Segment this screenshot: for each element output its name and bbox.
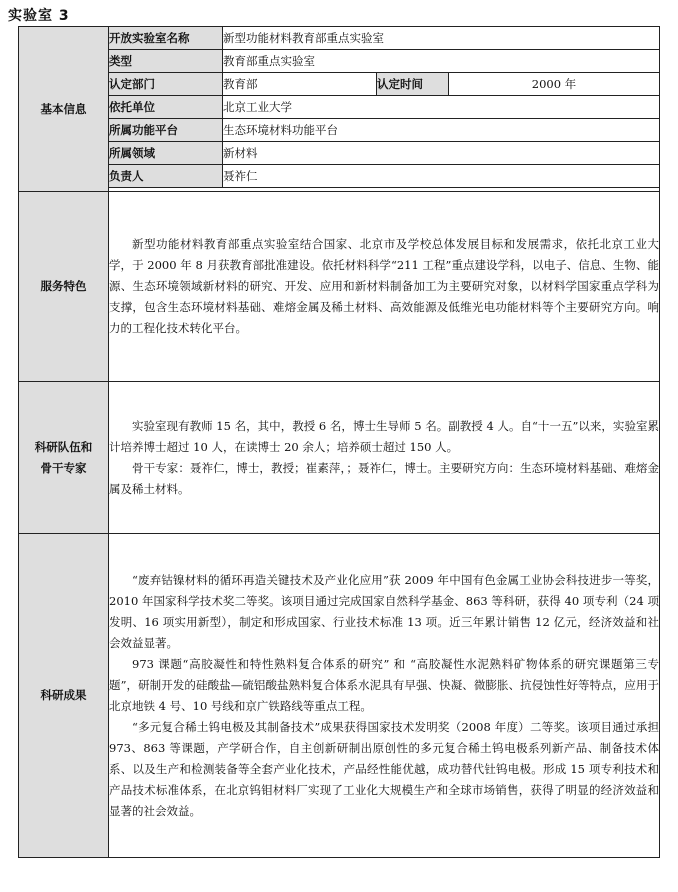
section-service: 服务特色 — [19, 192, 109, 382]
team-paragraph: 骨干专家：聂祚仁，博士，教授；崔素萍，；聂祚仁，博士。主要研究方向：生态环境材料基础、难熔金属及稀土材料。 — [109, 460, 659, 496]
value-time: 2000 年 — [449, 73, 660, 96]
results-paragraph: “多元复合稀土钨电极及其制备技术”成果获得国家技术发明奖（2008 年度）二等奖。该项目通过承担 973、863 等课题，产学研合作，自主创新研制出原创性的多元复合稀土钨电极系列新产品、制备技术体系、以及生产和检测装备等全套产业化技术，产品经性能优越，成功替代钍钨电极。形成 15 项专利技术和产品技术标准体系，在北京钨钼材料厂实现了工业化大规模生产和全球市场销售，获得了明显的经济效益和显著的社会效益。 — [109, 719, 659, 818]
label-time: 认定时间 — [377, 73, 449, 96]
section-team-line1: 科研队伍和 — [34, 439, 93, 454]
section-basic-info: 基本信息 — [19, 27, 109, 192]
value-dept: 教育部 — [223, 73, 377, 96]
page-title: 实验室 3 — [8, 8, 70, 24]
value-field: 新材料 — [223, 142, 660, 165]
section-team-line2: 骨干专家 — [40, 460, 87, 475]
service-paragraph: 新型功能材料教育部重点实验室结合国家、北京市及学校总体发展目标和发展需求，依托北京工业大学，于 2000 年 8 月获教育部批准建设。依托材料科学“211 工程”重点建设学科，以电子、信息、生物、能源、生态环境领域新材料的研究、开发、应用和新材料制备加工为主要研究对象，以材料学国家重点学科为支撑，包含生态环境材料基础、难熔金属及稀土材料、高效能源及低维光电功能材料等个主要研究方向。响力的工程化技术转化平台。 — [109, 237, 659, 335]
label-field: 所属领域 — [109, 142, 223, 165]
value-platform: 生态环境材料功能平台 — [223, 119, 660, 142]
value-leader: 聂祚仁 — [223, 165, 660, 188]
team-paragraph: 实验室现有教师 15 名，其中，教授 6 名，博士生导师 5 名。副教授 4 人。自“十一五”以来，实验室累计培养博士超过 10 人，在读博士 20 余人；培养硕士超过 150 人。 — [109, 418, 659, 454]
label-type: 类型 — [109, 50, 223, 73]
label-lab-name: 开放实验室名称 — [109, 27, 223, 50]
value-unit: 北京工业大学 — [223, 96, 660, 119]
results-paragraph: 973 课题“高胶凝性和特性熟料复合体系的研究” 和 “高胶凝性水泥熟料矿物体系的研究课题第三专题”，研制开发的硅酸盐—硫铝酸盐熟料复合体系水泥具有早强、快凝、微膨胀、抗侵蚀性好等特点，应用于北京地铁 4 号、10 号线和京广铁路线等重点工程。 — [109, 656, 659, 713]
label-platform: 所属功能平台 — [109, 119, 223, 142]
label-dept: 认定部门 — [109, 73, 223, 96]
section-team — [19, 382, 109, 534]
service-content — [109, 192, 660, 382]
label-leader: 负责人 — [109, 165, 223, 188]
value-type: 教育部重点实验室 — [223, 50, 660, 73]
lab-info-table — [18, 26, 660, 858]
value-lab-name: 新型功能材料教育部重点实验室 — [223, 27, 660, 50]
label-unit: 依托单位 — [109, 96, 223, 119]
results-content — [109, 534, 660, 858]
team-content — [109, 382, 660, 534]
section-results: 科研成果 — [19, 534, 109, 858]
results-paragraph: “废弃钴镍材料的循环再造关键技术及产业化应用”获 2009 年中国有色金属工业协会科技进步一等奖， 2010 年国家科学技术奖二等奖。该项目通过完成国家自然科学基金、863 等科研，获得 40 项专利（24 项发明、16 项实用新型），制定和形成国家、行业技术标准 13 项。近三年累计销售 12 亿元，经济效益和社会效益显著。 — [109, 572, 659, 650]
